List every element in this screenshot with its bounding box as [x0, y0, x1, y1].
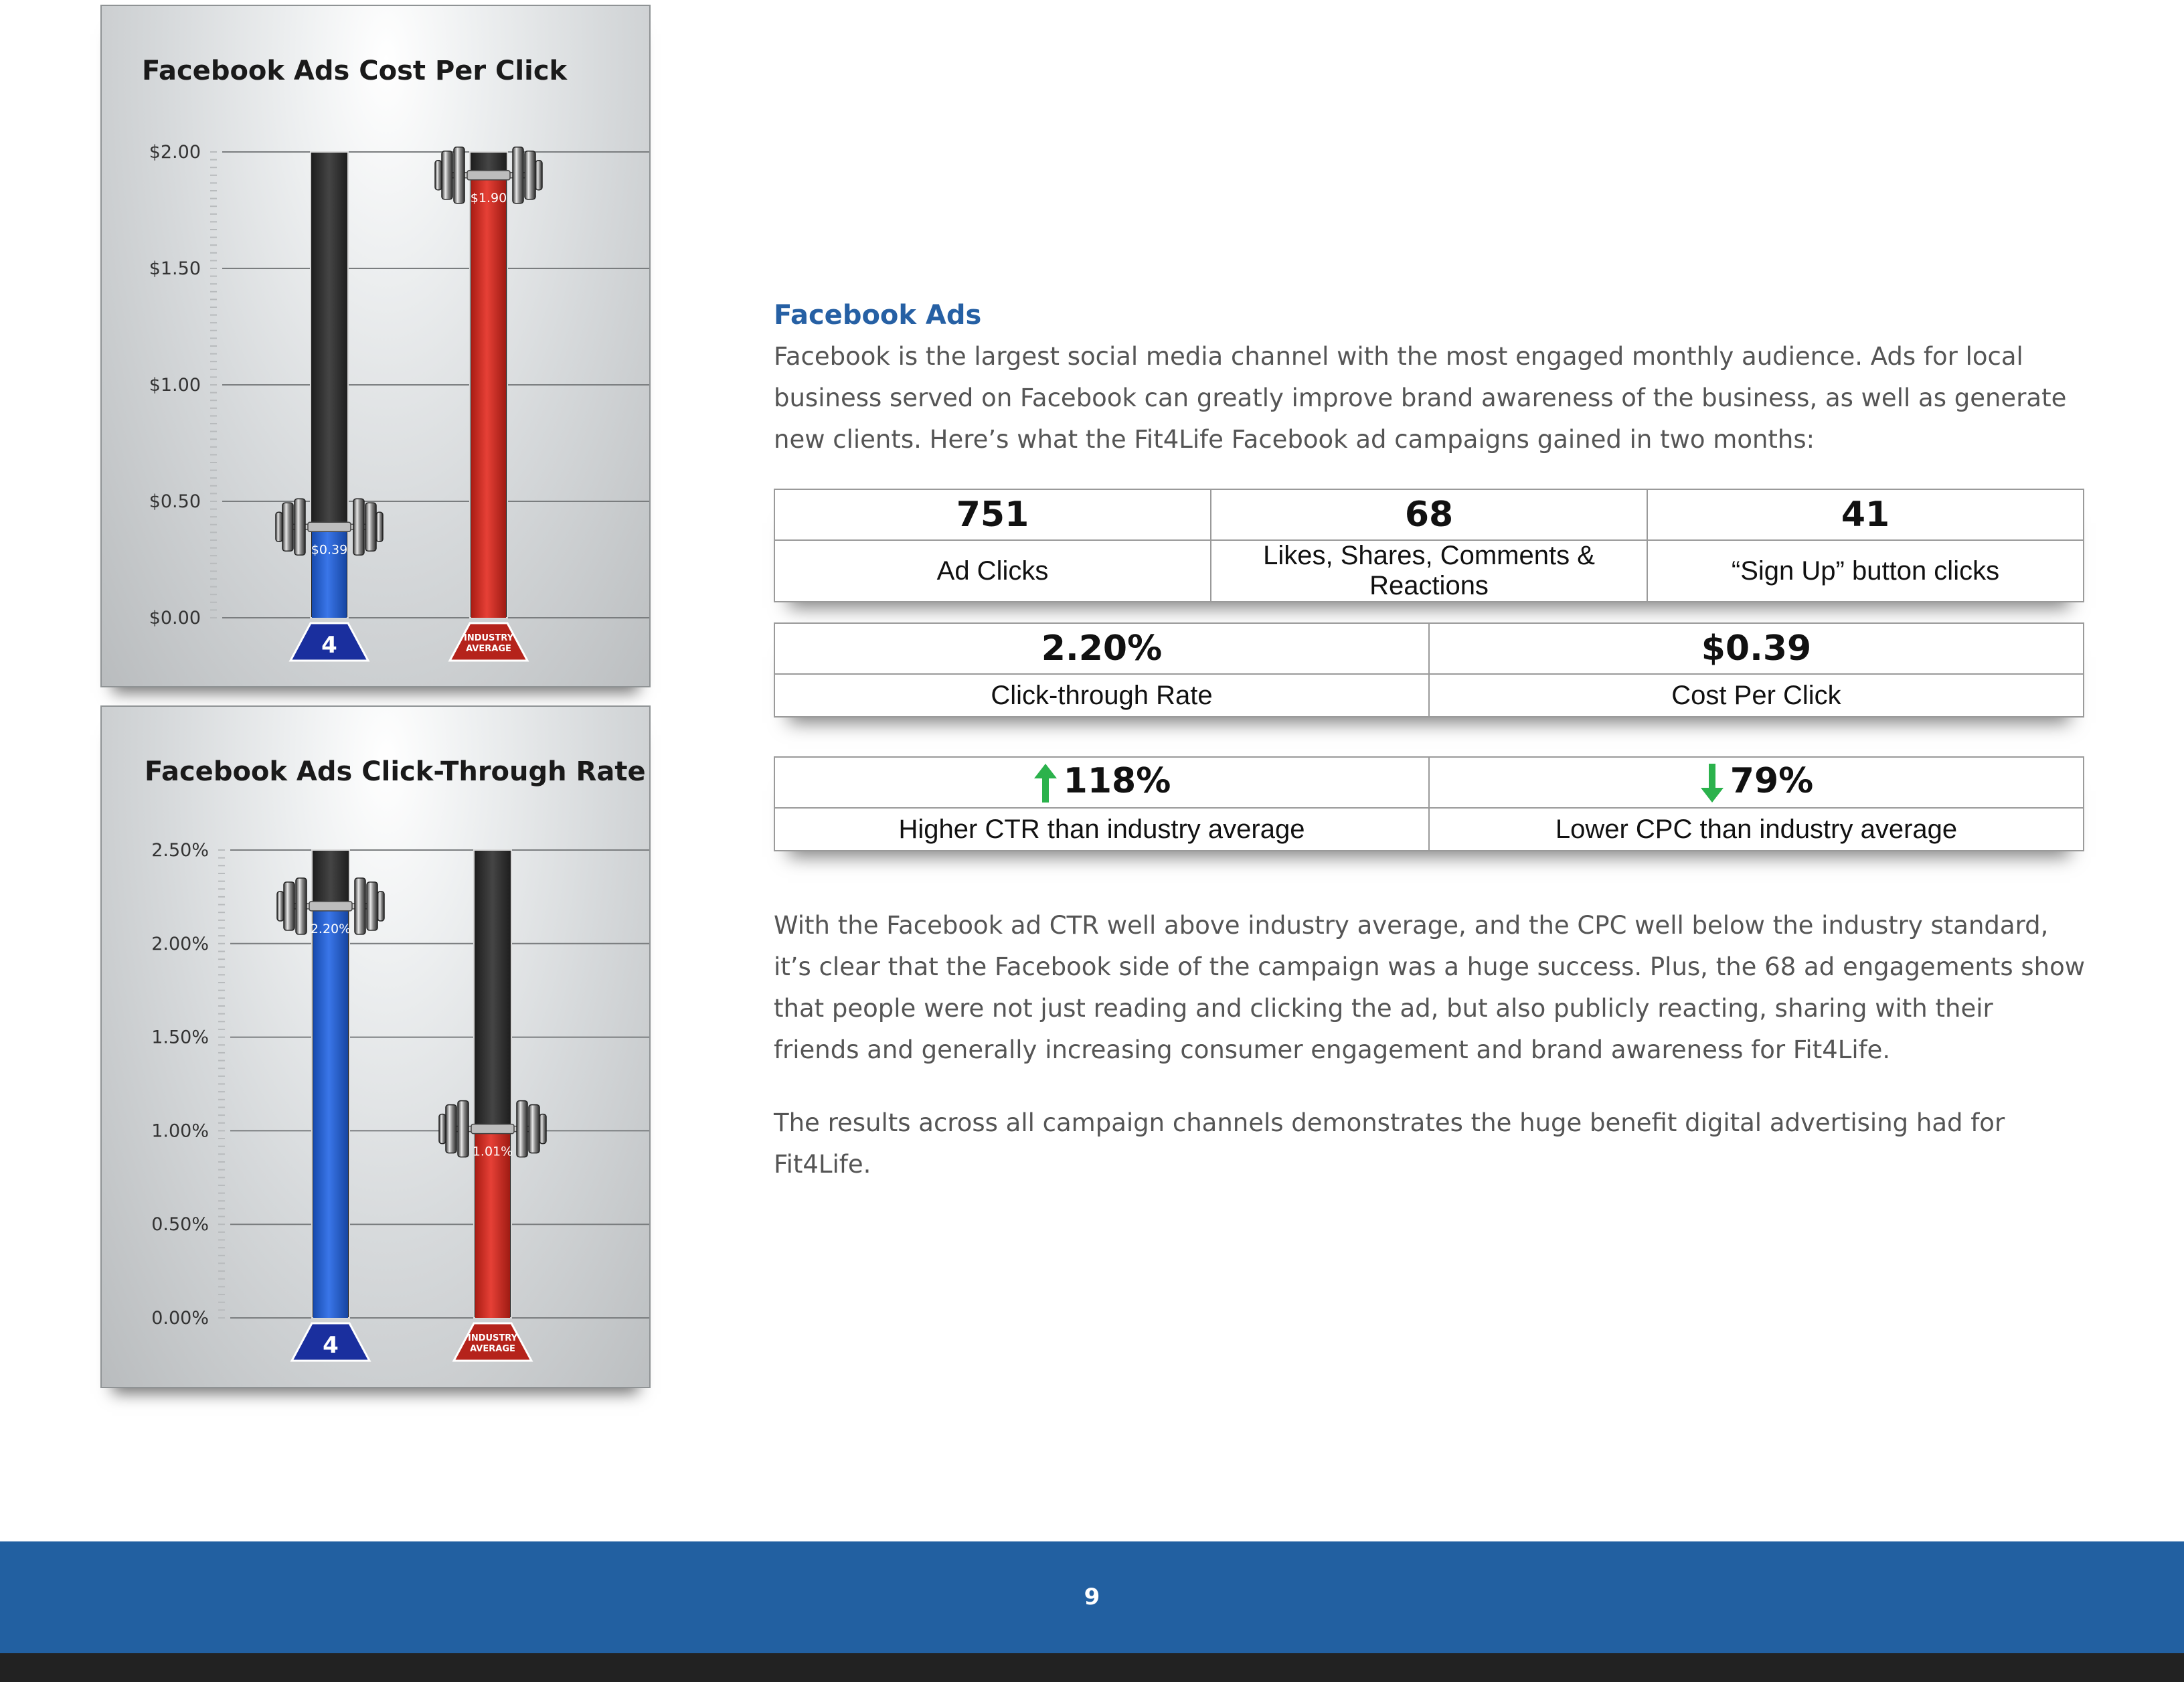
stat-value: 751 [774, 489, 1211, 540]
footer-bottom-bar [0, 1653, 2184, 1682]
stat-value: 79% [1730, 761, 1814, 801]
y-tick-label: 1.00% [151, 1120, 209, 1142]
chart-title: Facebook Ads Click-Through Rate [145, 756, 646, 787]
chart-title: Facebook Ads Cost Per Click [142, 56, 568, 86]
down-arrow-icon [1699, 762, 1725, 804]
intro-paragraph: Facebook is the largest social media channel with the most engaged monthly audience. Ads for local business served on Facebook can greatly improve brand awareness of the business, as well as generate new clients. Here’s what the Fit4Life Facebook ad campaigns gained in two months: [774, 342, 2067, 454]
stats-table-engagement [774, 489, 2084, 602]
stat-label: Likes, Shares, Comments & Reactions [1211, 540, 1647, 602]
fit4life-logo-icon: 4 [323, 1332, 339, 1359]
bar-value-label: 1.01% [472, 1144, 513, 1159]
y-tick-label: $0.50 [149, 491, 201, 512]
stat-label: Higher CTR than industry average [774, 808, 1429, 851]
section-heading: Facebook Ads [774, 300, 982, 331]
category-label: AVERAGE [466, 644, 511, 654]
conclusion-paragraph: With the Facebook ad CTR well above industry average, and the CPC well below the industry standard, it’s clear that the Facebook side of the campaign was a huge success. Plus, the 68 ad engagements show that people were not just reading and clicking the ad, but also publicly reacting, sharing with their friends and generally increasing consumer engagement and brand awareness for Fit4Life. [774, 911, 2085, 1064]
fit4life-logo-icon: 4 [321, 632, 337, 659]
stat-label: Ad Clicks [774, 540, 1211, 602]
y-tick-label: 0.50% [151, 1214, 209, 1236]
stat-value: 68 [1211, 489, 1647, 540]
y-tick-label: 1.50% [151, 1027, 209, 1048]
stat-label: “Sign Up” button clicks [1647, 540, 2084, 602]
y-tick-label: 2.00% [151, 933, 209, 954]
category-label: AVERAGE [470, 1344, 515, 1354]
category-label: INDUSTRY [467, 1333, 518, 1343]
y-tick-label: $1.00 [149, 375, 201, 396]
bar [471, 175, 506, 618]
bar-value-label: $0.39 [311, 542, 348, 558]
stats-table-rates [774, 622, 2084, 718]
up-arrow-icon [1033, 762, 1058, 804]
stat-value: 118% [1063, 761, 1171, 801]
bar-value-label: 2.20% [310, 921, 351, 936]
y-tick-label: 0.00% [151, 1308, 209, 1329]
y-tick-label: 2.50% [151, 840, 209, 861]
stat-label: Click-through Rate [774, 674, 1429, 717]
ctr-chart-panel [100, 705, 651, 1388]
stat-label: Cost Per Click [1429, 674, 2084, 717]
cpc-chart [102, 6, 649, 686]
bar-value-label: $1.90 [470, 190, 507, 205]
y-tick-label: $2.00 [149, 142, 201, 163]
bar [312, 527, 347, 618]
cpc-chart-panel [100, 5, 651, 687]
category-label: INDUSTRY [463, 633, 514, 643]
stat-value-cell [774, 757, 1429, 808]
summary-paragraph: The results across all campaign channels demonstrates the huge benefit digital advertising had for Fit4Life. [774, 1108, 2005, 1179]
stat-value: 2.20% [774, 623, 1429, 674]
page-number: 9 [1084, 1584, 1100, 1610]
ctr-chart [102, 707, 649, 1387]
stats-table-comparison [774, 756, 2084, 851]
stat-value: $0.39 [1429, 623, 2084, 674]
stat-value-cell [1429, 757, 2084, 808]
stat-label: Lower CPC than industry average [1429, 808, 2084, 851]
y-tick-label: $1.50 [149, 258, 201, 279]
bar [313, 906, 348, 1318]
y-tick-label: $0.00 [149, 608, 201, 628]
stat-value: 41 [1647, 489, 2084, 540]
